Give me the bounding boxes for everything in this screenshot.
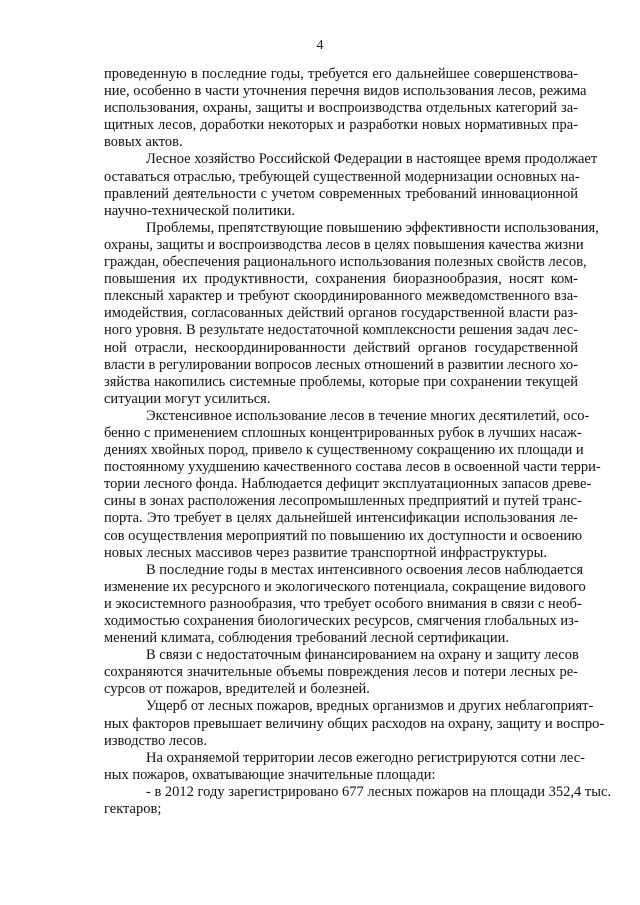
text-line: бенно с применением сплошных концентрированных рубок в лучших насаж-	[104, 424, 582, 441]
body-text	[104, 66, 612, 818]
text-line: ходимостью сохранения биологических ресурсов, смягчения глобальных из-	[104, 613, 579, 629]
text-line: сины в зонах расположения лесопромышленных предприятий и путей транс-	[104, 493, 582, 510]
text-line: Ущерб от лесных пожаров, вредных организмов и других неблагоприят-	[146, 698, 594, 715]
text-line: гектаров;	[104, 801, 162, 818]
text-line: охраны, защиты и воспроизводства лесов в целях повышения качества жизни	[104, 236, 584, 253]
text-line: ных пожаров, охватывающие значительные площади:	[104, 766, 436, 783]
text-line: плексный характер и требуют скоординированного межведомственного вза-	[104, 288, 578, 305]
text-line: имодействия, согласованных действий органов государственной власти раз-	[104, 305, 578, 322]
text-line: На охраняемой территории лесов ежегодно регистрируются сотни лес-	[146, 749, 585, 766]
text-line: тории лесного фонда. Наблюдается дефицит эксплуатационных запасов древе-	[104, 476, 592, 493]
text-line: научно-технической политики.	[104, 202, 295, 219]
text-line: вовых актов.	[104, 134, 183, 151]
text-line: использования, охраны, защиты и воспроизводства отдельных категорий за-	[104, 100, 578, 117]
text-line: и экосистемного разнообразия, что требует особого внимания в связи с необ-	[104, 595, 582, 612]
text-line: проведенную в последние годы, требуется его дальнейшее совершенствова-	[104, 66, 578, 82]
text-line: ной отрасли, нескоординированности действий органов государственной	[104, 339, 578, 356]
text-line: Экстенсивное использование лесов в течение многих десятилетий, осо-	[146, 407, 590, 424]
text-line: ситуации могут усилиться.	[104, 390, 271, 407]
text-line: Проблемы, препятствующие повышению эффективности использования,	[146, 219, 599, 236]
text-line: правлений деятельности с учетом современных требований инновационной	[104, 185, 578, 202]
text-line: сов осуществления мероприятий по повышению их доступности и освоению	[104, 527, 583, 544]
text-line: оставаться отраслью, требующей существенной модернизации основных на-	[104, 168, 580, 185]
text-line: власти в регулировании вопросов лесных отношений в развитии лесного хо-	[104, 356, 578, 373]
text-line: щитных лесов, доработки некоторых и разработки новых нормативных пра-	[104, 117, 578, 134]
text-line: постоянному ухудшению качественного состава лесов в освоенной части терри-	[104, 459, 601, 476]
text-line: новых лесных массивов через развитие транспортной инфраструктуры.	[104, 544, 547, 561]
text-line: ного уровня. В результате недостаточной комплексности решения задач лес-	[104, 322, 578, 339]
text-line: Лесное хозяйство Российской Федерации в настоящее время продолжает	[146, 151, 598, 168]
text-line: В связи с недостаточным финансированием на охрану и защиту лесов	[146, 647, 579, 664]
text-line: В последние годы в местах интенсивного освоения лесов наблюдается	[146, 561, 584, 578]
text-line: зяйства накопились системные проблемы, которые при сохранении текущей	[104, 373, 578, 390]
text-line: сурсов от пожаров, вредителей и болезней.	[104, 681, 370, 698]
text-line: изменение их ресурсного и экологического потенциала, сокращение видового	[104, 578, 586, 595]
text-line: - в 2012 году зарегистрировано 677 лесных пожаров на площади 352,4 тыс.	[146, 783, 612, 800]
text-line: ние, особенно в части уточнения перечня видов использования лесов, режима	[104, 83, 587, 100]
text-line: изводство лесов.	[104, 732, 208, 749]
page-number: 4	[316, 38, 324, 53]
text-line: повышения их продуктивности, сохранения биоразнообразия, носят ком-	[104, 271, 578, 288]
text-line: дениях хвойных пород, привело к существенному сокращению их площади и	[104, 442, 584, 459]
text-line: граждан, обеспечения рационального использования полезных свойств лесов,	[104, 254, 587, 271]
text-line: порта. Это требует в целях дальнейшей интенсификации использования ле-	[104, 510, 578, 527]
text-line: менений климата, соблюдения требований лесной сертификации.	[104, 630, 509, 647]
text-line: ных факторов превышает величину общих расходов на охрану, защиту и воспро-	[104, 715, 605, 732]
text-line: сохраняются значительные объемы повреждения лесов и потери лесных ре-	[104, 664, 578, 681]
